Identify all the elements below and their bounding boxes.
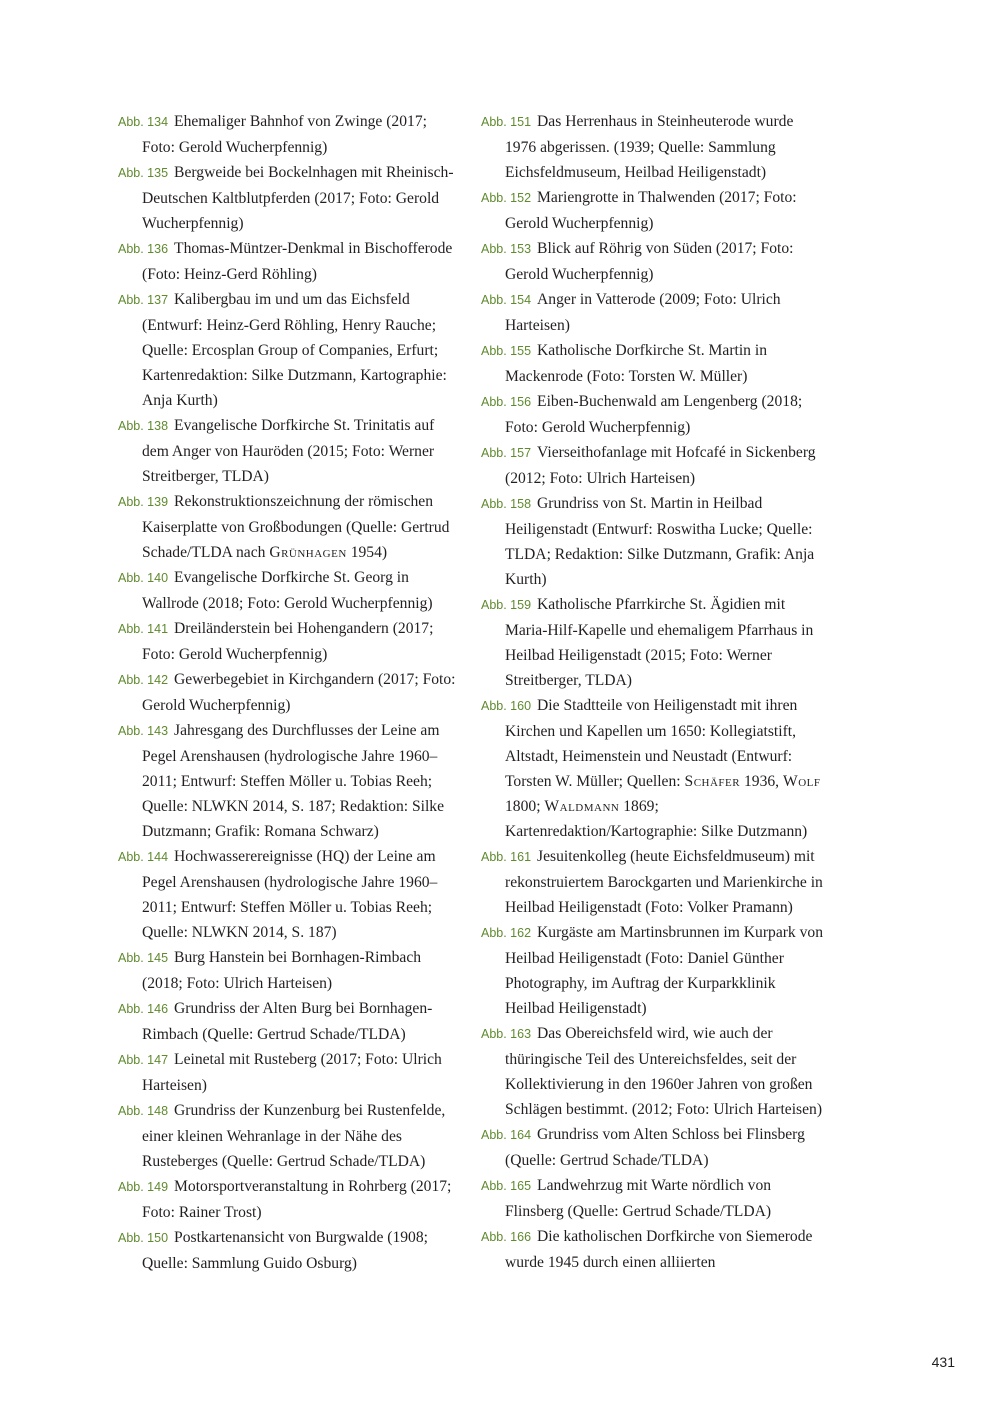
caption-text: Das Obereichsfeld wird, wie auch der thüringische Teil des Untereichsfeldes, seit der Kollektivierung in den 1960er Jahren von großen Schlägen bestimmt. (2012; Foto: Ulrich Harteisen) (505, 1025, 823, 1118)
figure-label: Abb. 137 (118, 293, 169, 307)
caption-text: Grundriss der Alten Burg bei Bornhagen-Rimbach (Quelle: Gertrud Schade/TLDA) (142, 1000, 433, 1043)
caption-entry (118, 160, 463, 236)
caption-text: Grundriss vom Alten Schloss bei Flinsberg (Quelle: Gertrud Schade/TLDA) (505, 1126, 805, 1169)
caption-text: Postkartenansicht von Burgwalde (1908; Quelle: Sammlung Guido Osburg) (142, 1229, 428, 1272)
figure-label: Abb. 151 (481, 115, 532, 129)
caption-text: Grundriss von St. Martin in Heilbad Heiligenstadt (Entwurf: Roswitha Lucke; Quelle: TLDA; Redaktion: Silke Dutzmann, Grafik: Anja Kurth) (505, 495, 815, 588)
caption-text: 1800; (505, 798, 545, 815)
caption-text: Jesuitenkolleg (heute Eichsfeldmuseum) mit rekonstruiertem Barockgarten und Marienkirche in Heilbad Heiligenstadt (Foto: Volker Pramann) (505, 848, 823, 916)
caption-entry (118, 667, 463, 718)
caption-entry (481, 844, 826, 920)
caption-entry (118, 844, 463, 945)
caption-text: Hochwasserereignisse (HQ) der Leine am Pegel Arenshausen (hydrologische Jahre 1960–2011; Entwurf: Steffen Möller u. Tobias Reeh; Quelle: NLWKN 2014, S. 187) (142, 848, 438, 941)
caption-text: Die Stadtteile von Heiligenstadt mit ihren Kirchen und Kapellen um 1650: Kollegiatstift, Altstadt, Heimenstein und Neustadt (Entwurf: Torsten W. Müller; Quellen: (505, 697, 798, 790)
caption-entry (118, 489, 463, 565)
left-column (118, 109, 463, 1276)
caption-text: Blick auf Röhrig von Süden (2017; Foto: Gerold Wucherpfennig) (505, 240, 794, 283)
figure-label: Abb. 135 (118, 166, 169, 180)
caption-entry (118, 109, 463, 160)
caption-entry (481, 693, 826, 844)
caption-entry (118, 945, 463, 996)
caption-entry (118, 1225, 463, 1276)
figure-label: Abb. 147 (118, 1053, 169, 1067)
caption-entry (118, 1098, 463, 1174)
caption-text: Kurgäste am Martinsbrunnen im Kurpark von Heilbad Heiligenstadt (Foto: Daniel Günther Photography, im Auftrag der Kurparkklinik Heilbad Heiligenstadt) (505, 924, 824, 1017)
caption-text: Kalibergbau im und um das Eichsfeld (Entwurf: Heinz-Gerd Röhling, Henry Rauche; Quelle: Ercosplan Group of Companies, Erfurt; Kartenredaktion: Silke Dutzmann, Kartographie: Anja Kurth) (142, 291, 447, 409)
figure-label: Abb. 134 (118, 115, 169, 129)
figure-label: Abb. 165 (481, 1179, 532, 1193)
figure-label: Abb. 141 (118, 622, 169, 636)
caption-text: Evangelische Dorfkirche St. Georg in Wallrode (2018; Foto: Gerold Wucherpfennig) (142, 569, 433, 612)
caption-entry (481, 389, 826, 440)
caption-text: Thomas-Müntzer-Denkmal in Bischofferode (Foto: Heinz-Gerd Röhling) (142, 240, 453, 283)
figure-label: Abb. 146 (118, 1002, 169, 1016)
caption-text: Grundriss der Kunzenburg bei Rustenfelde, einer kleinen Wehranlage in der Nähe des Rusteberges (Quelle: Gertrud Schade/TLDA) (142, 1102, 446, 1170)
caption-entry (481, 109, 826, 185)
caption-entry (481, 338, 826, 389)
figure-label: Abb. 142 (118, 673, 169, 687)
caption-entry (481, 1122, 826, 1173)
caption-entry (481, 1224, 826, 1275)
caption-entry (118, 996, 463, 1047)
caption-text: 1936, (740, 773, 783, 790)
caption-text: 1954) (346, 544, 388, 561)
right-column (481, 109, 826, 1275)
figure-label: Abb. 164 (481, 1128, 532, 1142)
author-smallcaps: Waldmann (544, 798, 620, 815)
caption-entry (481, 1173, 826, 1224)
author-smallcaps: Wolf (782, 773, 821, 790)
caption-text: Motorsportveranstaltung in Rohrberg (2017; Foto: Rainer Trost) (142, 1178, 452, 1221)
caption-text: Katholische Dorfkirche St. Martin in Mackenrode (Foto: Torsten W. Müller) (505, 342, 768, 385)
caption-entry (481, 236, 826, 287)
caption-text: Katholische Pfarrkirche St. Ägidien mit Maria-Hilf-Kapelle und ehemaligem Pfarrhaus in Heilbad Heiligenstadt (2015; Foto: Werner Streitberger, TLDA) (505, 596, 814, 689)
caption-text: Mariengrotte in Thalwenden (2017; Foto: Gerold Wucherpfennig) (505, 189, 797, 232)
figure-label: Abb. 148 (118, 1104, 169, 1118)
caption-entry (118, 718, 463, 844)
caption-text: 1869; Kartenredaktion/Kartographie: Silke Dutzmann) (505, 798, 808, 840)
figure-label: Abb. 143 (118, 724, 169, 738)
caption-text: Ehemaliger Bahnhof von Zwinge (2017; Foto: Gerold Wucherpfennig) (142, 113, 427, 156)
figure-label: Abb. 156 (481, 395, 532, 409)
caption-text: Burg Hanstein bei Bornhagen-Rimbach (2018; Foto: Ulrich Harteisen) (142, 949, 422, 992)
figure-label: Abb. 140 (118, 571, 169, 585)
caption-entry (481, 440, 826, 491)
figure-label: Abb. 149 (118, 1180, 169, 1194)
figure-label: Abb. 150 (118, 1231, 169, 1245)
caption-entry (118, 1047, 463, 1098)
caption-text: Das Herrenhaus in Steinheuterode wurde 1976 abgerissen. (1939; Quelle: Sammlung Eichsfeldmuseum, Heilbad Heiligenstadt) (505, 113, 794, 181)
caption-text: Die katholischen Dorfkirche von Siemerode wurde 1945 durch einen alliierten (505, 1228, 813, 1271)
caption-text: Vierseithofanlage mit Hofcafé in Sickenberg (2012; Foto: Ulrich Harteisen) (505, 444, 816, 487)
author-smallcaps: Schäfer (684, 773, 741, 790)
figure-label: Abb. 163 (481, 1027, 532, 1041)
caption-text: Bergweide bei Bockelnhagen mit Rheinisch-Deutschen Kaltblutpferden (2017; Foto: Gerold Wucherpfennig) (142, 164, 454, 232)
figure-label: Abb. 136 (118, 242, 169, 256)
figure-label: Abb. 138 (118, 419, 169, 433)
caption-text: Landwehrzug mit Warte nördlich von Flinsberg (Quelle: Gertrud Schade/TLDA) (505, 1177, 772, 1220)
caption-entry (481, 1021, 826, 1122)
figure-label: Abb. 157 (481, 446, 532, 460)
caption-entry (481, 592, 826, 693)
page-number: 431 (931, 1354, 955, 1370)
caption-entry (481, 287, 826, 338)
figure-label: Abb. 153 (481, 242, 532, 256)
figure-label: Abb. 160 (481, 699, 532, 713)
caption-text: Evangelische Dorfkirche St. Trinitatis auf dem Anger von Hauröden (2015; Foto: Werner Streitberger, TLDA) (142, 417, 435, 485)
caption-text: Leinetal mit Rusteberg (2017; Foto: Ulrich Harteisen) (142, 1051, 442, 1094)
caption-entry (118, 565, 463, 616)
figure-label: Abb. 159 (481, 598, 532, 612)
caption-text: Gewerbegebiet in Kirchgandern (2017; Foto: Gerold Wucherpfennig) (142, 671, 456, 714)
caption-entry (118, 236, 463, 287)
figure-label: Abb. 144 (118, 850, 169, 864)
caption-entry (118, 287, 463, 413)
author-smallcaps: Grünhagen (269, 544, 347, 561)
caption-text: Jahresgang des Durchflusses der Leine am Pegel Arenshausen (hydrologische Jahre 1960–2011; Entwurf: Steffen Möller u. Tobias Reeh; Quelle: NLWKN 2014, S. 187; Redaktion: Silke Dutzmann; Grafik: Romana Schwarz) (142, 722, 445, 840)
figure-label: Abb. 162 (481, 926, 532, 940)
caption-entry (481, 491, 826, 592)
caption-entry (118, 1174, 463, 1225)
figure-label: Abb. 145 (118, 951, 169, 965)
figure-label: Abb. 152 (481, 191, 532, 205)
figure-label: Abb. 161 (481, 850, 532, 864)
caption-text: Rekonstruktionszeichnung der römischen Kaiserplatte von Großbodungen (Quelle: Gertrud Schade/TLDA nach (142, 493, 450, 561)
caption-entry (481, 920, 826, 1021)
caption-entry (481, 185, 826, 236)
caption-text: Eiben-Buchenwald am Lengenberg (2018; Foto: Gerold Wucherpfennig) (505, 393, 803, 436)
caption-text: Dreiländerstein bei Hohengandern (2017; Foto: Gerold Wucherpfennig) (142, 620, 434, 663)
figure-label: Abb. 139 (118, 495, 169, 509)
figure-label: Abb. 166 (481, 1230, 532, 1244)
caption-entry (118, 616, 463, 667)
figure-label: Abb. 154 (481, 293, 532, 307)
caption-text: Anger in Vatterode (2009; Foto: Ulrich Harteisen) (505, 291, 781, 334)
figure-label: Abb. 155 (481, 344, 532, 358)
figure-label: Abb. 158 (481, 497, 532, 511)
caption-entry (118, 413, 463, 489)
